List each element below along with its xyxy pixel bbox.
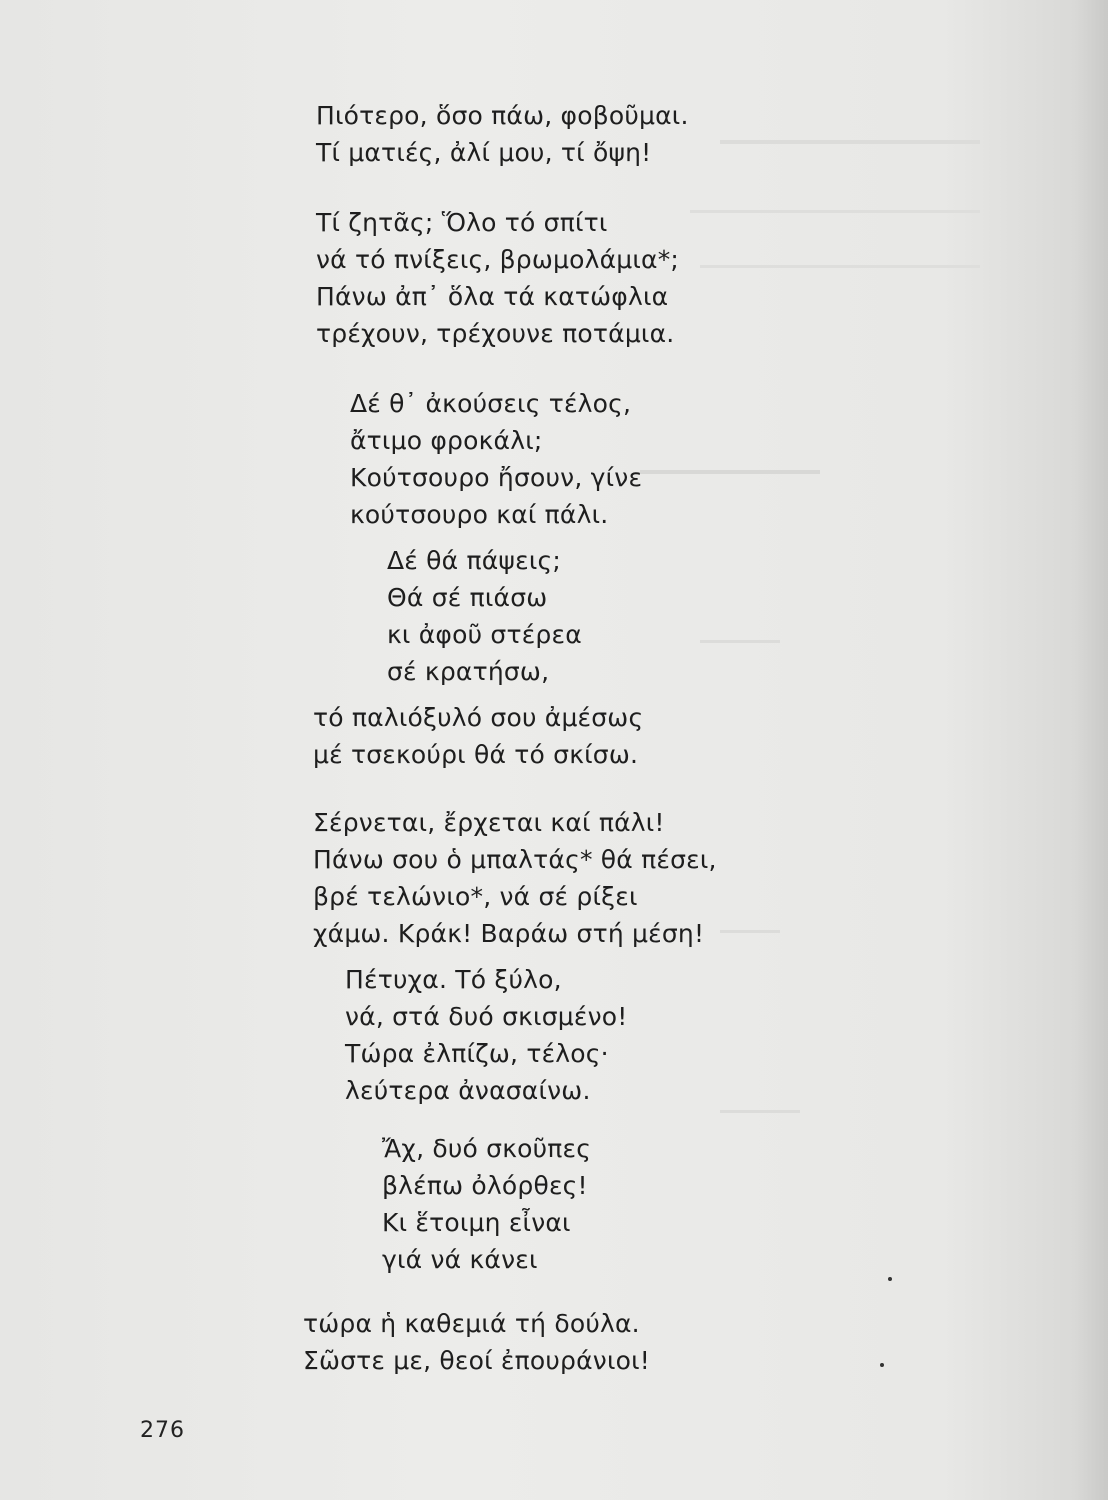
poem-line: Τί ματιές, ἀλί μου, τί ὄψη! bbox=[316, 138, 652, 167]
poem-line: Δέ θ᾿ ἀκούσεις τέλος, bbox=[350, 389, 632, 418]
poem-line: γιά νά κάνει bbox=[382, 1245, 538, 1274]
poem-line: νά, στά δυό σκισμένο! bbox=[345, 1002, 628, 1031]
poem-line: κι ἀφοῦ στέρεα bbox=[387, 620, 582, 649]
poem-line: Δέ θά πάψεις; bbox=[387, 546, 561, 575]
poem-line: Πέτυχα. Τό ξύλο, bbox=[345, 965, 562, 994]
poem-line: Πιότερο, ὅσο πάω, φοβοῦμαι. bbox=[316, 101, 689, 130]
poem-line: λεύτερα ἀνασαίνω. bbox=[345, 1076, 591, 1105]
poem-line: κούτσουρο καί πάλι. bbox=[350, 500, 609, 529]
poem-line: τώρα ἡ καθεμιά τή δούλα. bbox=[303, 1309, 640, 1338]
poem-line: Τί ζητᾶς; Ὅλο τό σπίτι bbox=[316, 208, 608, 237]
poem-line: Θά σέ πιάσω bbox=[387, 583, 548, 612]
poem-line: τρέχουν, τρέχουνε ποτάμια. bbox=[316, 319, 675, 348]
poem-line: σέ κρατήσω, bbox=[387, 657, 550, 686]
poem-line: Σέρνεται, ἔρχεται καί πάλι! bbox=[313, 808, 665, 837]
ink-speck bbox=[888, 1277, 892, 1281]
poem-line: μέ τσεκούρι θά τό σκίσω. bbox=[313, 740, 639, 769]
page-number: 276 bbox=[140, 1418, 185, 1443]
poem-line: Τώρα ἐλπίζω, τέλος· bbox=[345, 1039, 609, 1068]
poem-line: νά τό πνίξεις, βρωμολάμια*; bbox=[316, 245, 680, 274]
poem-line: Πάνω σου ὁ μπαλτάς* θά πέσει, bbox=[313, 845, 717, 874]
poem-line: Κι ἕτοιμη εἶναι bbox=[382, 1208, 571, 1237]
poem-line: χάμω. Κράκ! Βαράω στή μέση! bbox=[313, 919, 705, 948]
poem-line: Ἄχ, δυό σκοῦπες bbox=[382, 1134, 592, 1163]
poem-line: ἄτιμο φροκάλι; bbox=[350, 426, 543, 455]
poem-line: βλέπω ὀλόρθες! bbox=[382, 1171, 588, 1200]
poem-line: Σῶστε με, θεοί ἐπουράνιοι! bbox=[303, 1346, 650, 1375]
poem-line: Πάνω ἀπ᾿ ὅλα τά κατώφλια bbox=[316, 282, 669, 311]
ink-speck bbox=[880, 1363, 884, 1367]
poem-line: τό παλιόξυλό σου ἀμέσως bbox=[313, 703, 644, 732]
poem-line: Κούτσουρο ἤσουν, γίνε bbox=[350, 463, 643, 492]
poem-line: βρέ τελώνιο*, νά σέ ρίξει bbox=[313, 882, 638, 911]
